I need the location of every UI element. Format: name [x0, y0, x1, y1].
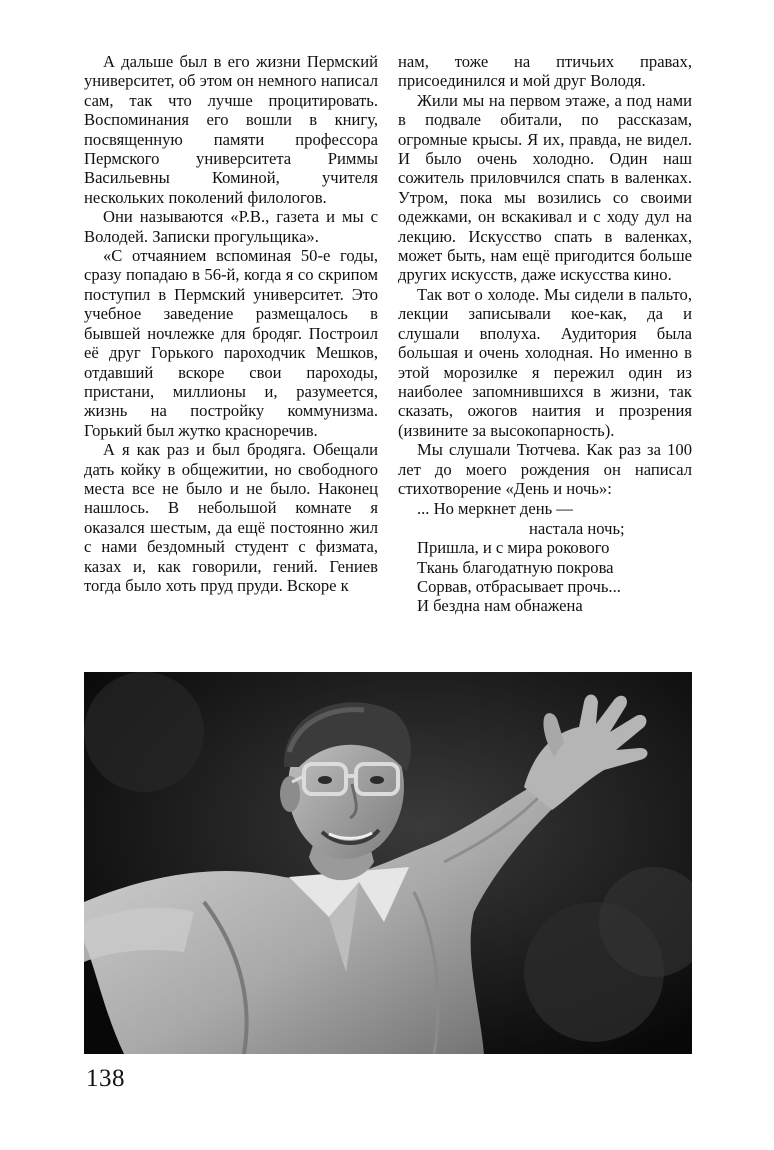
paragraph: А дальше был в его жизни Пермский университет, об этом он немного написал сам, так что лучше процитировать. Воспоминания его вошли в книгу, посвященную памяти профессора Пермского университета Риммы Васильевны Коминой, учителя нескольких поколений филологов.: [84, 52, 378, 207]
poem-line: ... Но меркнет день —: [417, 499, 573, 519]
right-text-column: [398, 52, 692, 616]
paragraph: Так вот о холоде. Мы сидели в пальто, лекции записывали кое-как, да и слушали вполуха. Аудитория была большая и очень холодная. Но именно в этой морозилке я пережил один из наиболее запомнившихся в жизни, так сказать, ожогов наития и прозрения (извините за высокопарность).: [398, 284, 692, 440]
paragraph-continued: нам, тоже на птичьих правах, присоединился и мой друг Володя.: [398, 52, 692, 91]
portrait-photo: [84, 672, 692, 1054]
paragraph: «С отчаянием вспоминая 50-е годы, сразу попадаю в 56-й, когда я со скрипом поступил в Пермский университет. Это учебное заведение размещалось в бывшей ночлежке для бродяг. Построил её друг Горького пароходчик Мешков, отдавший вскоре свои пароходы, пристани, миллионы и, разумеется, жизнь на постройку коммунизма. Горький был жутко красноречив.: [84, 246, 378, 440]
poem-line: Сорвав, отбрасывает прочь...: [417, 576, 621, 596]
paragraph: Мы слушали Тютчева. Как раз за 100 лет до моего рождения он написал стихотворение «День и ночь»:: [398, 440, 692, 498]
poem-line: Ткань благодатную покрова: [417, 557, 614, 577]
paragraph: А я как раз и был бродяга. Обещали дать койку в общежитии, но свободного места все не было и не было. Наконец нашлось. В небольшой комнате я оказался шестым, да ещё постоянно жил с нами бездомный студент с физмата, казах и, как говорили, гений. Гениев тогда было хоть пруд пруди. Вскоре к: [84, 440, 378, 595]
poem-quote: [398, 499, 692, 615]
paragraph: Жили мы на первом этаже, а под нами в подвале обитали, по рассказам, огромные крысы. Я их, правда, не видел. И было очень холодно. Один наш сожитель приловчился спать в валенках. Утром, пока мы возились со своими одежками, он вскакивал и с ходу дул на лекцию. Искусство спать в валенках, может быть, нам ещё пригодится больше других искусств, даже искусства кино.: [398, 90, 692, 285]
left-text-column: [84, 52, 378, 595]
poem-line: настала ночь;: [529, 518, 625, 538]
page-number: 138: [86, 1065, 125, 1092]
paragraph: Они называются «Р.В., газета и мы с Володей. Записки прогульщика».: [84, 207, 378, 246]
portrait-photo-drawing: [84, 672, 692, 1054]
poem-line: И бездна нам обнажена: [417, 596, 583, 616]
poem-line: Пришла, и с мира рокового: [417, 538, 610, 558]
